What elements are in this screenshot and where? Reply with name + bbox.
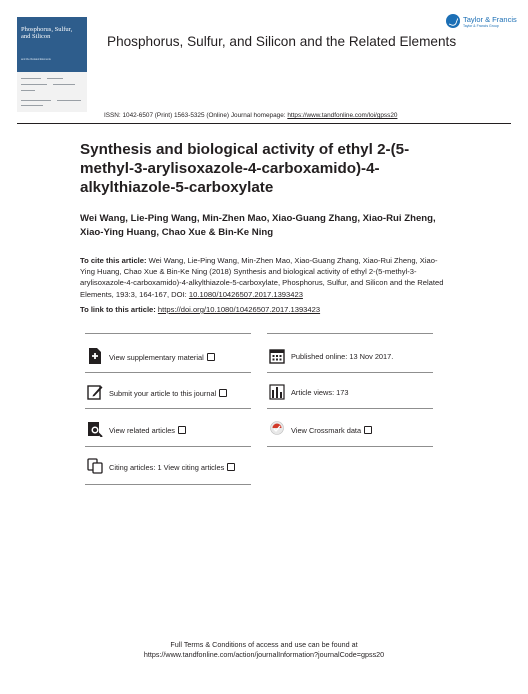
cover-bottom-panel: [17, 72, 87, 112]
supplementary-material-link[interactable]: [87, 348, 247, 372]
citing-documents-icon: [87, 458, 103, 474]
issn-text: ISSN: 1042-6507 (Print) 1563-5325 (Online) Journal homepage:: [104, 112, 288, 119]
link-label: To link to this article:: [80, 305, 158, 314]
grid-rule: [85, 408, 251, 409]
citing-articles-link[interactable]: [87, 458, 247, 482]
supplementary-file-icon: [87, 348, 103, 364]
edit-icon: [87, 384, 103, 400]
article-doi-link[interactable]: https://doi.org/10.1080/10426507.2017.1393423: [157, 305, 321, 314]
grid-rule: [267, 372, 433, 373]
cover-subtitle: and the Related Elements: [21, 58, 51, 61]
issn-line: [104, 112, 397, 119]
terms-footer-url[interactable]: https://www.tandfonline.com/action/journalInformation?journalCode=gpss20: [143, 650, 385, 659]
supplementary-label: View supplementary material: [109, 352, 215, 362]
related-search-icon: [87, 421, 103, 437]
header-divider: [17, 123, 511, 124]
bar-chart-icon: [269, 384, 285, 400]
article-title: Synthesis and biological activity of ethyl 2-(5-methyl-3-arylisoxazole-4-carboxamido)-4-alkylthiazole-5-carboxylate: [80, 141, 410, 196]
publisher-group: Taylor & Francis Group: [463, 24, 499, 28]
cite-label: To cite this article:: [80, 256, 147, 265]
external-link-icon: [364, 426, 372, 434]
grid-rule: [267, 446, 433, 447]
crossmark-link[interactable]: [269, 421, 429, 445]
citation-block: [80, 255, 452, 300]
grid-rule: [85, 446, 251, 447]
published-label: Published online: 13 Nov 2017.: [291, 352, 394, 361]
publisher-name: Taylor & Francis: [463, 15, 517, 24]
external-link-icon: [219, 389, 227, 397]
cover-title: Phosphorus, Sulfur, and Silicon: [21, 26, 73, 40]
published-online: [269, 348, 429, 372]
citing-label: Citing articles: 1 View citing articles: [109, 462, 235, 472]
journal-title: Phosphorus, Sulfur, and Silicon and the Related Elements: [107, 34, 457, 49]
cover-top-panel: [17, 17, 87, 72]
calendar-icon: [269, 348, 285, 364]
external-link-icon: [207, 353, 215, 361]
taylor-francis-logo: [446, 12, 516, 36]
article-authors: Wei Wang, Lie-Ping Wang, Min-Zhen Mao, Xiao-Guang Zhang, Xiao-Rui Zheng, Xiao-Ying Huang, Chao Xue & Bin-Ke Ning: [80, 213, 436, 238]
article-views: [269, 384, 429, 408]
crossmark-icon: [269, 421, 285, 437]
submit-article-link[interactable]: [87, 384, 247, 408]
terms-footer-line: Full Terms & Conditions of access and use can be found at: [170, 640, 358, 649]
grid-rule: [267, 333, 433, 334]
article-link-line: [80, 305, 320, 314]
cite-doi-link[interactable]: 10.1080/10426507.2017.1393423: [188, 289, 303, 299]
views-label: Article views: 173: [291, 388, 349, 397]
journal-homepage-link[interactable]: https://www.tandfonline.com/loi/gpss20: [287, 112, 398, 119]
cite-text: Wei Wang, Lie-Ping Wang, Min-Zhen Mao, Xiao-Guang Zhang, Xiao-Rui Zheng, Xiao-Ying Huang, Chao Xue & Bin-Ke Ning (2018) Synthesis and biological activity of ethyl 2-(5-methyl-3-arylisoxazole-4-carboxamido)-4-alkylthiazole-5-carboxylate, Phosphorus, Sulfur, and Silicon and the Related Elements, 193:3, 164-167, DOI:: [80, 256, 444, 299]
taylor-francis-logo-icon: [446, 14, 460, 28]
grid-rule: [85, 372, 251, 373]
grid-rule: [85, 484, 251, 485]
related-label: View related articles: [109, 425, 186, 435]
crossmark-label: View Crossmark data: [291, 425, 372, 435]
external-link-icon: [227, 463, 235, 471]
related-articles-link[interactable]: [87, 421, 247, 445]
grid-rule: [267, 408, 433, 409]
submit-label: Submit your article to this journal: [109, 388, 227, 398]
grid-rule: [85, 333, 251, 334]
external-link-icon: [178, 426, 186, 434]
journal-cover-image: [17, 17, 87, 112]
